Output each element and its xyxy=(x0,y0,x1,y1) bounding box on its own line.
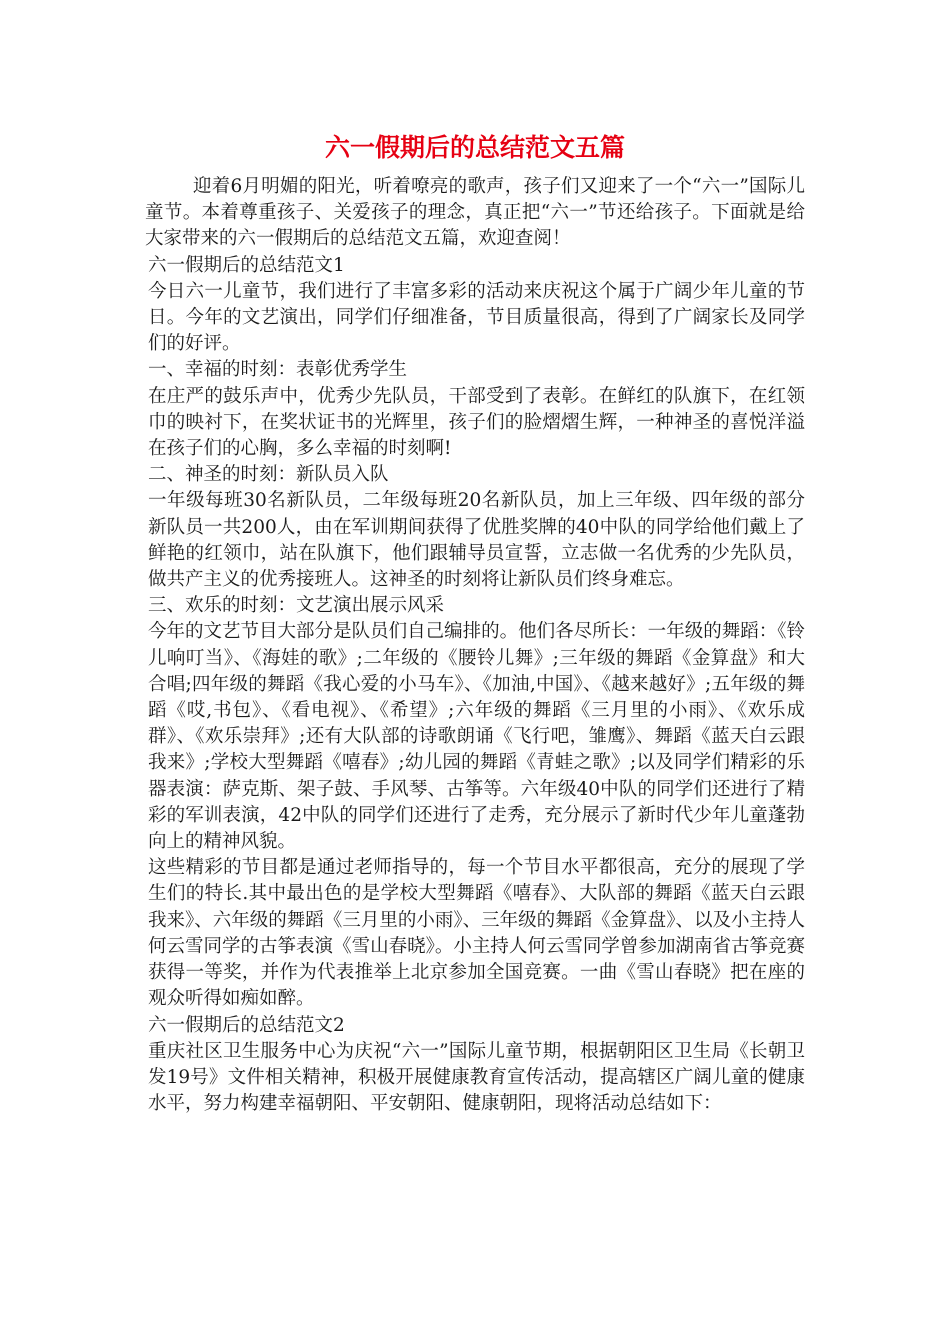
body-paragraph: 今日六一儿童节，我们进行了丰富多彩的活动来庆祝这个属于广阔少年儿童的节日。今年的文艺演出，同学们仔细准备，节目质量很高，得到了广阔家长及同学们的好评。 xyxy=(148,280,805,355)
section-heading: 六一假期后的总结范文1 xyxy=(148,254,345,276)
document-body xyxy=(145,253,805,1118)
section-heading: 三、欢乐的时刻：文艺演出展示风采 xyxy=(148,595,445,617)
section-heading: 二、神圣的时刻：新队员入队 xyxy=(148,464,389,486)
body-paragraph: 重庆社区卫生服务中心为庆祝“六一”国际儿童节期，根据朝阳区卫生局《长朝卫发19号》文件相关精神，积极开展健康教育宣传活动，提高辖区广阔儿童的健康水平，努力构建幸福朝阳、平安朝阳、健康朝阳，现将活动总结如下： xyxy=(148,1040,805,1115)
intro-paragraph: 迎着6月明媚的阳光，听着嘹亮的歌声，孩子们又迎来了一个“六一”国际儿童节。本着尊重孩子、关爱孩子的理念，真正把“六一”节还给孩子。下面就是给大家带来的六一假期后的总结范文五篇，欢迎查阅！ xyxy=(145,176,805,250)
body-paragraph: 在庄严的鼓乐声中，优秀少先队员，干部受到了表彰。在鲜红的队旗下，在红领巾的映衬下，在奖状证书的光辉里，孩子们的脸熠熠生辉，一种神圣的喜悦洋溢在孩子们的心胸，多么幸福的时刻啊! xyxy=(148,385,805,460)
section-heading: 一、幸福的时刻：表彰优秀学生 xyxy=(148,359,408,381)
body-paragraph: 一年级每班30名新队员，二年级每班20名新队员，加上三年级、四年级的部分新队员一共200人，由在军训期间获得了优胜奖牌的40中队的同学给他们戴上了鲜艳的红领巾，站在队旗下，他们跟辅导员宣誓，立志做一名优秀的少先队员，做共产主义的优秀接班人。这神圣的时刻将让新队员们终身难忘。 xyxy=(148,490,805,591)
document-page xyxy=(145,128,805,1117)
body-paragraph: 这些精彩的节目都是通过老师指导的，每一个节目水平都很高，充分的展现了学生们的特长.其中最出色的是学校大型舞蹈《嘻春》、大队部的舞蹈《蓝天白云跟我来》、六年级的舞蹈《三月里的小雨》、三年级的舞蹈《金算盘》、以及小主持人何云雪同学的古筝表演《雪山春晓》。小主持人何云雪同学曾参加湖南省古筝竞赛获得一等奖，并作为代表推举上北京参加全国竞赛。一曲《雪山春晓》把在座的观众听得如痴如醉。 xyxy=(148,857,805,1010)
document-title: 六一假期后的总结范文五篇 xyxy=(324,133,625,162)
body-paragraph: 今年的文艺节目大部分是队员们自己编排的。他们各尽所长：一年级的舞蹈：《铃儿响叮当》、《海娃的歌》;二年级的《腰铃儿舞》;三年级的舞蹈《金算盘》和大合唱;四年级的舞蹈《我心爱的小马车》、《加油,中国》、《越来越好》;五年级的舞蹈《哎,书包》、《看电视》、《希望》;六年级的舞蹈《三月里的小雨》、《欢乐成群》、《欢乐崇拜》;还有大队部的诗歌朗诵《飞行吧，雏鹰》、舞蹈《蓝天白云跟我来》;学校大型舞蹈《嘻春》;幼儿园的舞蹈《青蛙之歌》;以及同学们精彩的乐器表演：萨克斯、架子鼓、手风琴、古筝等。六年级40中队的同学们还进行了精彩的军训表演，42中队的同学们还进行了走秀，充分展示了新时代少年儿童蓬勃向上的精神风貌。 xyxy=(148,621,805,853)
section-heading: 六一假期后的总结范文2 xyxy=(148,1014,345,1036)
